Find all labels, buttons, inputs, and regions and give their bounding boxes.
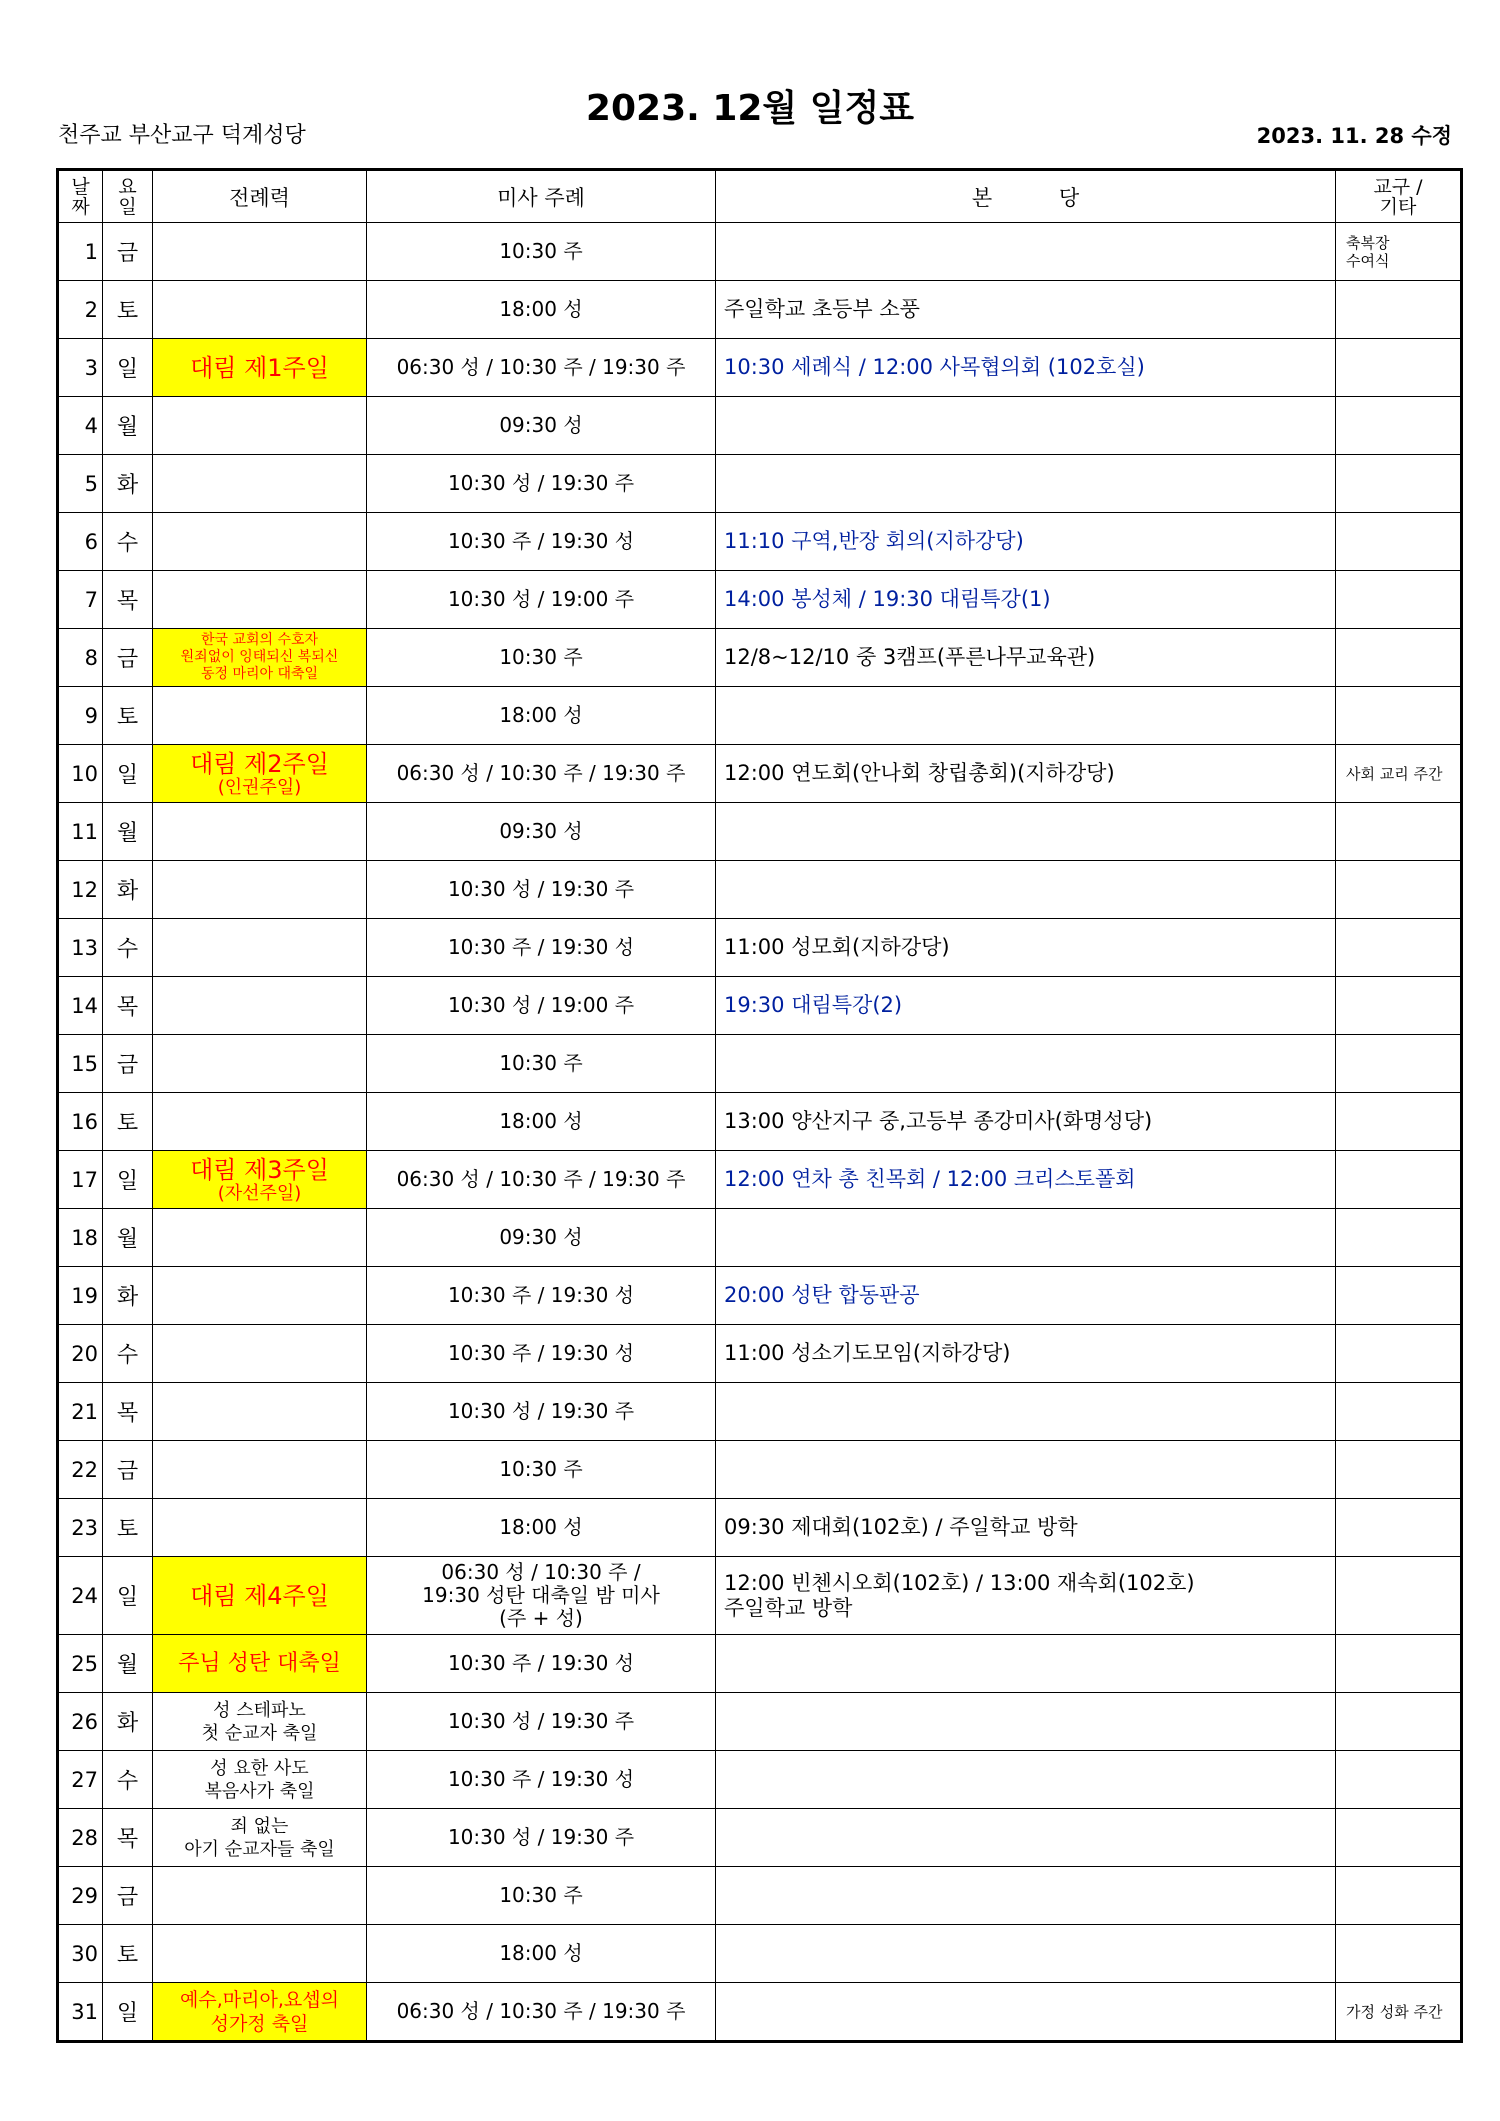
day-cell: 15 <box>58 1035 103 1093</box>
day-cell: 13 <box>58 919 103 977</box>
church-event-cell: 10:30 세례식 / 12:00 사목협의회 (102호실) <box>716 339 1336 397</box>
church-event-cell <box>716 1035 1336 1093</box>
liturgy-cell <box>153 513 367 571</box>
mass-cell: 18:00 성 <box>367 281 716 339</box>
day-cell: 8 <box>58 629 103 687</box>
weekday-cell: 금 <box>103 223 153 281</box>
church-event-cell: 11:10 구역,반장 회의(지하강당) <box>716 513 1336 571</box>
mass-cell: 10:30 성 / 19:00 주 <box>367 571 716 629</box>
day-cell: 28 <box>58 1809 103 1867</box>
mass-cell: 10:30 주 / 19:30 성 <box>367 1325 716 1383</box>
liturgy-cell <box>153 1093 367 1151</box>
liturgy-cell <box>153 1441 367 1499</box>
diocese-other-cell <box>1336 455 1462 513</box>
table-row <box>58 1093 1462 1151</box>
liturgy-title: 대림 제4주일 <box>190 1581 329 1610</box>
day-cell: 30 <box>58 1925 103 1983</box>
revision-date: 2023. 11. 28 수정 <box>1256 124 1452 148</box>
church-event-cell: 20:00 성탄 합동판공 <box>716 1267 1336 1325</box>
church-event-cell <box>716 1809 1336 1867</box>
weekday-cell: 금 <box>103 1441 153 1499</box>
church-event-cell: 14:00 봉성체 / 19:30 대림특강(1) <box>716 571 1336 629</box>
diocese-other-cell <box>1336 1209 1462 1267</box>
church-event-cell: 09:30 제대회(102호) / 주일학교 방학 <box>716 1499 1336 1557</box>
mass-cell: 10:30 성 / 19:30 주 <box>367 455 716 513</box>
table-row <box>58 571 1462 629</box>
church-event-cell <box>716 1925 1336 1983</box>
weekday-cell: 화 <box>103 1693 153 1751</box>
church-event-cell: 19:30 대림특강(2) <box>716 977 1336 1035</box>
weekday-cell: 금 <box>103 1867 153 1925</box>
church-event-cell <box>716 1693 1336 1751</box>
church-event-cell: 11:00 성모회(지하강당) <box>716 919 1336 977</box>
diocese-other-cell <box>1336 1035 1462 1093</box>
day-cell: 16 <box>58 1093 103 1151</box>
table-row <box>58 629 1462 687</box>
col-weekday-label: 요일 <box>118 175 137 218</box>
mass-cell: 10:30 주 / 19:30 성 <box>367 919 716 977</box>
liturgy-cell <box>153 339 367 397</box>
liturgy-cell <box>153 803 367 861</box>
liturgy-cell <box>153 1499 367 1557</box>
weekday-cell: 목 <box>103 1809 153 1867</box>
weekday-cell: 일 <box>103 339 153 397</box>
table-row <box>58 919 1462 977</box>
liturgy-cell <box>153 281 367 339</box>
day-cell: 9 <box>58 687 103 745</box>
table-row <box>58 281 1462 339</box>
diocese-other-cell <box>1336 1557 1462 1635</box>
liturgy-cell <box>153 1693 367 1751</box>
day-cell: 26 <box>58 1693 103 1751</box>
weekday-cell: 수 <box>103 1751 153 1809</box>
day-cell: 11 <box>58 803 103 861</box>
liturgy-cell <box>153 1557 367 1635</box>
table-row <box>58 1809 1462 1867</box>
day-cell: 23 <box>58 1499 103 1557</box>
diocese-other-cell <box>1336 1093 1462 1151</box>
weekday-cell: 토 <box>103 1093 153 1151</box>
weekday-cell: 토 <box>103 1925 153 1983</box>
table-row <box>58 977 1462 1035</box>
table-row <box>58 1693 1462 1751</box>
col-header-date <box>58 170 103 223</box>
mass-cell: 18:00 성 <box>367 1925 716 1983</box>
weekday-cell: 토 <box>103 687 153 745</box>
mass-cell: 10:30 주 <box>367 223 716 281</box>
day-cell: 24 <box>58 1557 103 1635</box>
diocese-other-cell <box>1336 1693 1462 1751</box>
table-row <box>58 1557 1462 1635</box>
diocese-other-cell: 사회 교리 주간 <box>1336 745 1462 803</box>
table-row <box>58 687 1462 745</box>
liturgy-title: 주님 성탄 대축일 <box>178 1650 341 1676</box>
schedule-table <box>56 168 1463 2043</box>
diocese-other-cell <box>1336 1499 1462 1557</box>
day-cell: 3 <box>58 339 103 397</box>
day-cell: 12 <box>58 861 103 919</box>
liturgy-title: 성 요한 사도 복음사가 축일 <box>204 1757 315 1802</box>
weekday-cell: 월 <box>103 397 153 455</box>
liturgy-cell <box>153 977 367 1035</box>
mass-cell: 10:30 성 / 19:30 주 <box>367 1809 716 1867</box>
diocese-other-cell <box>1336 1925 1462 1983</box>
mass-cell: 09:30 성 <box>367 397 716 455</box>
weekday-cell: 월 <box>103 1209 153 1267</box>
day-cell: 29 <box>58 1867 103 1925</box>
table-row <box>58 1267 1462 1325</box>
liturgy-title: 대림 제3주일 <box>190 1155 329 1184</box>
table-row <box>58 223 1462 281</box>
table-row <box>58 1151 1462 1209</box>
diocese-other-cell <box>1336 861 1462 919</box>
diocese-other-cell <box>1336 339 1462 397</box>
diocese-other-cell <box>1336 1267 1462 1325</box>
mass-cell: 10:30 주 <box>367 629 716 687</box>
diocese-other-cell <box>1336 1325 1462 1383</box>
weekday-cell: 토 <box>103 1499 153 1557</box>
mass-cell: 06:30 성 / 10:30 주 / 19:30 주 <box>367 1983 716 2042</box>
church-event-cell <box>716 1751 1336 1809</box>
table-row <box>58 1983 1462 2042</box>
mass-cell: 10:30 주 / 19:30 성 <box>367 513 716 571</box>
weekday-cell: 일 <box>103 1151 153 1209</box>
col-header-liturgy: 전례력 <box>153 170 367 223</box>
weekday-cell: 수 <box>103 1325 153 1383</box>
table-row <box>58 1751 1462 1809</box>
church-event-cell <box>716 861 1336 919</box>
mass-cell: 10:30 주 / 19:30 성 <box>367 1267 716 1325</box>
col-other-label: 교구 / 기타 <box>1373 175 1423 218</box>
day-cell: 1 <box>58 223 103 281</box>
diocese-other-cell <box>1336 571 1462 629</box>
day-cell: 2 <box>58 281 103 339</box>
weekday-cell: 일 <box>103 745 153 803</box>
liturgy-cell <box>153 1983 367 2042</box>
liturgy-cell <box>153 861 367 919</box>
church-event-cell <box>716 687 1336 745</box>
liturgy-cell <box>153 1751 367 1809</box>
liturgy-cell <box>153 1383 367 1441</box>
liturgy-cell <box>153 1635 367 1693</box>
table-row <box>58 1209 1462 1267</box>
table-row <box>58 861 1462 919</box>
diocese-other-cell: 축복장 수여식 <box>1336 223 1462 281</box>
church-event-cell: 12/8~12/10 중 3캠프(푸른나무교육관) <box>716 629 1336 687</box>
day-cell: 27 <box>58 1751 103 1809</box>
weekday-cell: 월 <box>103 1635 153 1693</box>
diocese-other-cell <box>1336 1383 1462 1441</box>
mass-cell: 18:00 성 <box>367 1499 716 1557</box>
liturgy-cell <box>153 1867 367 1925</box>
col-header-weekday <box>103 170 153 223</box>
diocese-other-cell <box>1336 1751 1462 1809</box>
church-event-cell <box>716 1383 1336 1441</box>
church-event-cell <box>716 1983 1336 2042</box>
mass-cell: 09:30 성 <box>367 803 716 861</box>
liturgy-title: 예수,마리아,요셉의 성가정 축일 <box>180 1988 339 2035</box>
table-row <box>58 1383 1462 1441</box>
table-row <box>58 397 1462 455</box>
weekday-cell: 화 <box>103 1267 153 1325</box>
church-event-cell <box>716 803 1336 861</box>
diocese-other-cell <box>1336 687 1462 745</box>
liturgy-cell <box>153 397 367 455</box>
liturgy-title: 대림 제1주일 <box>190 353 329 382</box>
weekday-cell: 금 <box>103 629 153 687</box>
weekday-cell: 일 <box>103 1983 153 2042</box>
table-row <box>58 513 1462 571</box>
table-row <box>58 803 1462 861</box>
day-cell: 17 <box>58 1151 103 1209</box>
table-row <box>58 1499 1462 1557</box>
mass-cell: 10:30 주 / 19:30 성 <box>367 1751 716 1809</box>
diocese-other-cell <box>1336 513 1462 571</box>
mass-cell: 09:30 성 <box>367 1209 716 1267</box>
table-row <box>58 1635 1462 1693</box>
liturgy-cell <box>153 1035 367 1093</box>
liturgy-cell <box>153 1151 367 1209</box>
day-cell: 20 <box>58 1325 103 1383</box>
day-cell: 10 <box>58 745 103 803</box>
diocese-other-cell <box>1336 919 1462 977</box>
diocese-other-cell <box>1336 1809 1462 1867</box>
liturgy-cell <box>153 223 367 281</box>
church-event-cell <box>716 1441 1336 1499</box>
liturgy-cell <box>153 1925 367 1983</box>
diocese-other-cell <box>1336 803 1462 861</box>
diocese-other-cell <box>1336 281 1462 339</box>
liturgy-cell <box>153 1267 367 1325</box>
weekday-cell: 목 <box>103 571 153 629</box>
liturgy-cell <box>153 919 367 977</box>
table-row <box>58 1867 1462 1925</box>
col-header-other <box>1336 170 1462 223</box>
mass-cell: 10:30 주 <box>367 1867 716 1925</box>
mass-cell: 18:00 성 <box>367 1093 716 1151</box>
mass-cell: 06:30 성 / 10:30 주 / 19:30 성탄 대축일 밤 미사 (주 + 성) <box>367 1557 716 1635</box>
weekday-cell: 수 <box>103 919 153 977</box>
day-cell: 14 <box>58 977 103 1035</box>
table-row <box>58 1035 1462 1093</box>
col-date-label: 날짜 <box>71 175 90 218</box>
day-cell: 31 <box>58 1983 103 2042</box>
weekday-cell: 토 <box>103 281 153 339</box>
table-row <box>58 745 1462 803</box>
diocese-other-cell <box>1336 629 1462 687</box>
diocese-other-cell <box>1336 1151 1462 1209</box>
mass-cell: 10:30 주 / 19:30 성 <box>367 1635 716 1693</box>
day-cell: 19 <box>58 1267 103 1325</box>
day-cell: 4 <box>58 397 103 455</box>
weekday-cell: 목 <box>103 1383 153 1441</box>
mass-cell: 18:00 성 <box>367 687 716 745</box>
day-cell: 21 <box>58 1383 103 1441</box>
weekday-cell: 금 <box>103 1035 153 1093</box>
liturgy-subtitle: (인권주일) <box>217 776 302 798</box>
page-title: 2023. 12월 일정표 <box>585 88 915 129</box>
col-header-church: 본 당 <box>716 170 1336 223</box>
liturgy-title: 대림 제2주일 <box>190 749 329 778</box>
weekday-cell: 일 <box>103 1557 153 1635</box>
church-event-cell <box>716 1635 1336 1693</box>
liturgy-cell <box>153 745 367 803</box>
liturgy-subtitle: (자선주일) <box>217 1182 302 1204</box>
mass-cell: 10:30 성 / 19:30 주 <box>367 1693 716 1751</box>
day-cell: 6 <box>58 513 103 571</box>
table-header-row <box>58 170 1462 223</box>
mass-cell: 10:30 성 / 19:00 주 <box>367 977 716 1035</box>
weekday-cell: 월 <box>103 803 153 861</box>
mass-cell: 10:30 성 / 19:30 주 <box>367 1383 716 1441</box>
mass-cell: 10:30 성 / 19:30 주 <box>367 861 716 919</box>
mass-cell: 06:30 성 / 10:30 주 / 19:30 주 <box>367 339 716 397</box>
church-event-cell <box>716 1867 1336 1925</box>
diocese-other-cell <box>1336 1867 1462 1925</box>
mass-cell: 10:30 주 <box>367 1441 716 1499</box>
day-cell: 25 <box>58 1635 103 1693</box>
weekday-cell: 화 <box>103 455 153 513</box>
liturgy-title: 성 스테파노 첫 순교자 축일 <box>201 1699 318 1744</box>
diocese-other-cell: 가정 성화 주간 <box>1336 1983 1462 2042</box>
church-event-cell <box>716 1209 1336 1267</box>
mass-cell: 06:30 성 / 10:30 주 / 19:30 주 <box>367 745 716 803</box>
liturgy-cell <box>153 571 367 629</box>
mass-cell: 06:30 성 / 10:30 주 / 19:30 주 <box>367 1151 716 1209</box>
church-event-cell <box>716 455 1336 513</box>
liturgy-title: 한국 교회의 수호자 원죄없이 잉태되신 복되신 동정 마리아 대축일 <box>180 632 339 682</box>
mass-cell: 10:30 주 <box>367 1035 716 1093</box>
diocese-other-cell <box>1336 397 1462 455</box>
diocese-other-cell <box>1336 1635 1462 1693</box>
table-row <box>58 455 1462 513</box>
weekday-cell: 수 <box>103 513 153 571</box>
diocese-other-cell <box>1336 1441 1462 1499</box>
table-row <box>58 1325 1462 1383</box>
table-row <box>58 1925 1462 1983</box>
weekday-cell: 목 <box>103 977 153 1035</box>
church-event-cell: 13:00 양산지구 중,고등부 종강미사(화명성당) <box>716 1093 1336 1151</box>
church-event-cell: 12:00 연도회(안나회 창립총회)(지하강당) <box>716 745 1336 803</box>
church-event-cell: 11:00 성소기도모임(지하강당) <box>716 1325 1336 1383</box>
liturgy-cell <box>153 1809 367 1867</box>
day-cell: 18 <box>58 1209 103 1267</box>
diocese-other-cell <box>1336 977 1462 1035</box>
weekday-cell: 화 <box>103 861 153 919</box>
liturgy-cell <box>153 629 367 687</box>
parish-name: 천주교 부산교구 덕계성당 <box>58 123 306 148</box>
day-cell: 7 <box>58 571 103 629</box>
church-event-cell <box>716 397 1336 455</box>
day-cell: 5 <box>58 455 103 513</box>
church-event-cell: 12:00 연차 총 친목회 / 12:00 크리스토폴회 <box>716 1151 1336 1209</box>
col-header-mass: 미사 주례 <box>367 170 716 223</box>
table-row <box>58 1441 1462 1499</box>
liturgy-cell <box>153 455 367 513</box>
day-cell: 22 <box>58 1441 103 1499</box>
church-event-cell: 주일학교 초등부 소풍 <box>716 281 1336 339</box>
liturgy-cell <box>153 1325 367 1383</box>
church-event-cell: 12:00 빈첸시오회(102호) / 13:00 재속회(102호) 주일학교 방학 <box>716 1557 1336 1635</box>
church-event-cell <box>716 223 1336 281</box>
table-row <box>58 339 1462 397</box>
liturgy-cell <box>153 1209 367 1267</box>
liturgy-title: 죄 없는 아기 순교자들 축일 <box>184 1815 335 1860</box>
liturgy-cell <box>153 687 367 745</box>
